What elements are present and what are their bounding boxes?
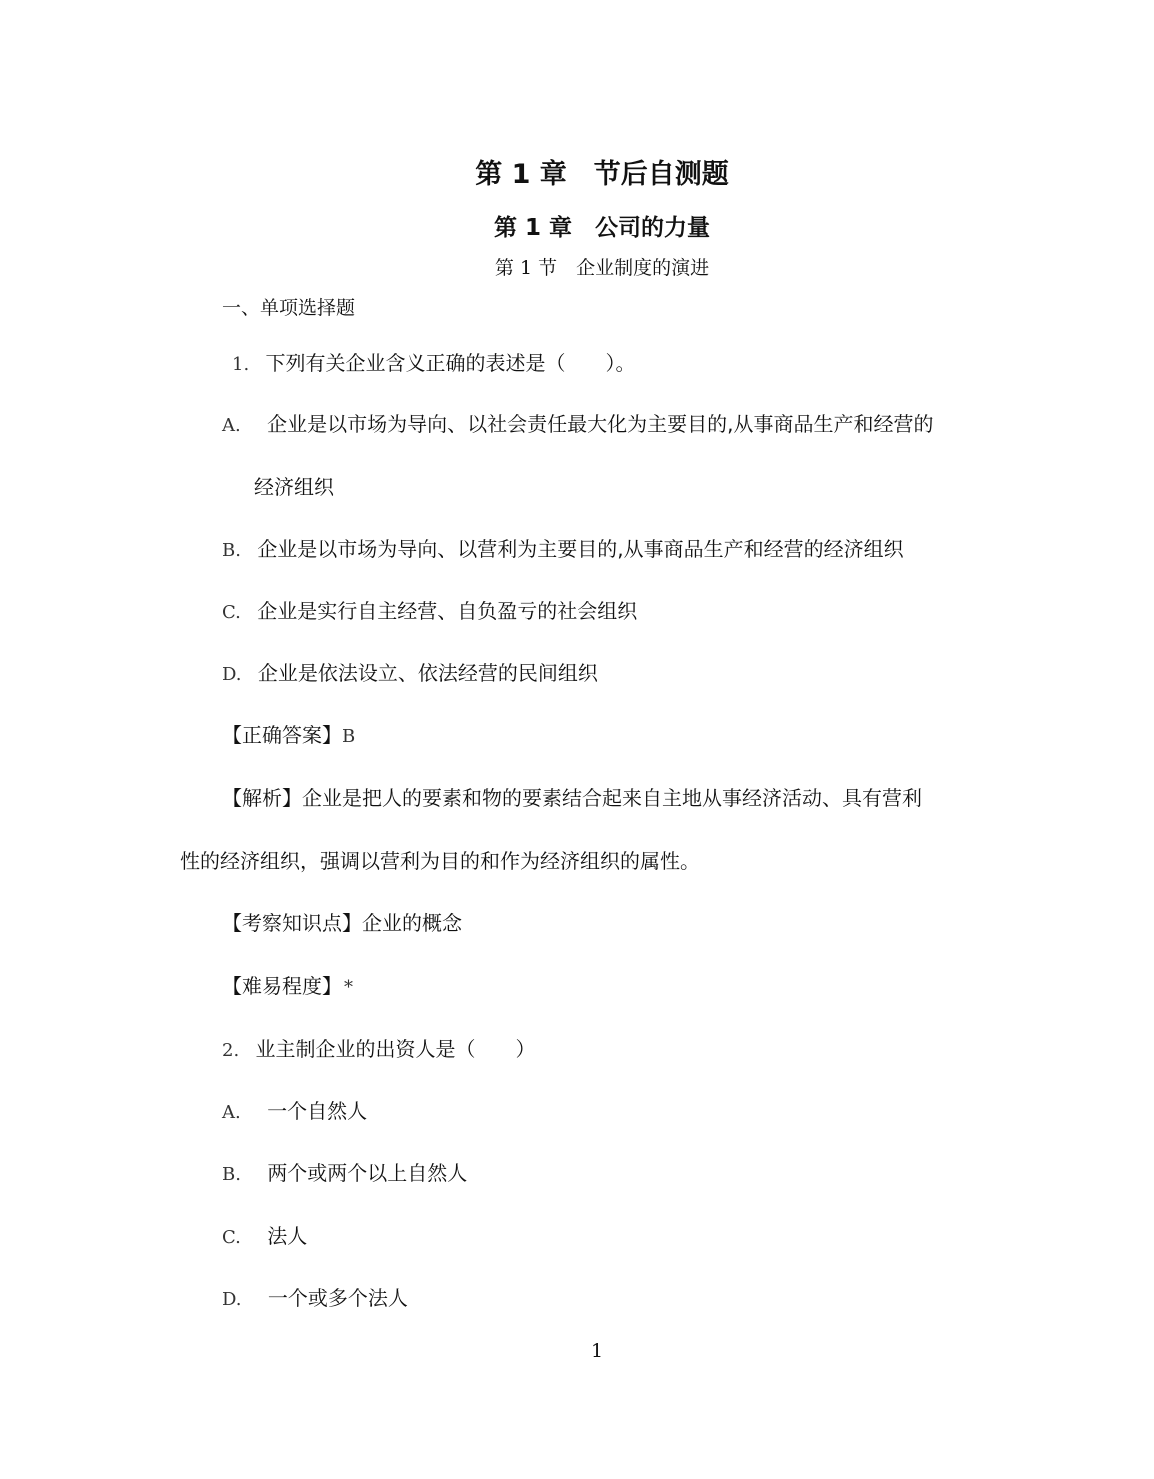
analysis-label: 【解析】 bbox=[222, 786, 302, 810]
q1-option-a-label: A. bbox=[222, 415, 241, 436]
q1-option-c-text: 企业是实行自主经营、自负盈亏的社会组织 bbox=[257, 599, 638, 623]
q1-knowledge-point bbox=[222, 910, 462, 936]
page-title: 第 1 章 节后自测题 bbox=[475, 159, 729, 190]
q2-option-b-text: 两个或两个以上自然人 bbox=[267, 1161, 468, 1185]
q2-option-a-label: A. bbox=[222, 1102, 241, 1123]
q1-option-b bbox=[222, 536, 904, 564]
q1-option-b-text: 企业是以市场为导向、以营利为主要目的,从事商品生产和经营的经济组织 bbox=[257, 537, 904, 561]
q1-answer bbox=[222, 722, 355, 750]
part-heading: 一、单项选择题 bbox=[222, 297, 356, 319]
q1-option-d-label: D. bbox=[222, 664, 242, 685]
q1-analysis-line-2: 性的经济组织，强调以营利为目的和作为经济组织的属性。 bbox=[180, 849, 700, 873]
section-title: 第 1 节 企业制度的演进 bbox=[494, 257, 710, 279]
answer-label: 【正确答案】 bbox=[222, 723, 342, 747]
q2-option-b bbox=[222, 1160, 467, 1188]
difficulty-label: 【难易程度】 bbox=[222, 974, 342, 998]
q1-option-c-label: C. bbox=[222, 602, 241, 623]
q1-option-a bbox=[222, 411, 933, 439]
difficulty-value: * bbox=[344, 977, 353, 998]
chapter-title: 第 1 章 公司的力量 bbox=[493, 215, 711, 241]
q2-option-b-label: B. bbox=[222, 1164, 241, 1185]
q2-option-a bbox=[222, 1098, 367, 1126]
q1-option-a-continuation: 经济组织 bbox=[254, 475, 334, 499]
question-2 bbox=[222, 1036, 536, 1064]
q2-option-c-text: 法人 bbox=[267, 1224, 308, 1248]
q1-analysis-line-1 bbox=[222, 785, 922, 811]
q2-option-c-label: C. bbox=[222, 1227, 241, 1248]
q2-option-a-text: 一个自然人 bbox=[267, 1099, 368, 1123]
question-2-stem: 业主制企业的出资人是（ ） bbox=[255, 1037, 536, 1061]
knowledge-label: 【考察知识点】 bbox=[222, 911, 362, 935]
q2-option-d-label: D. bbox=[222, 1289, 242, 1310]
page-number: 1 bbox=[590, 1340, 604, 1362]
question-2-number: 2. bbox=[222, 1040, 240, 1061]
q2-option-d bbox=[222, 1285, 408, 1313]
q1-option-a-text: 企业是以市场为导向、以社会责任最大化为主要目的,从事商品生产和经营的 bbox=[267, 412, 934, 436]
q1-option-b-label: B. bbox=[222, 540, 241, 561]
q2-option-d-text: 一个或多个法人 bbox=[267, 1286, 408, 1310]
question-1 bbox=[232, 350, 636, 378]
q1-option-d-text: 企业是依法设立、依法经营的民间组织 bbox=[257, 661, 598, 685]
q1-option-d bbox=[222, 660, 598, 688]
question-1-stem: 下列有关企业含义正确的表述是（ ）。 bbox=[265, 351, 636, 375]
q1-difficulty bbox=[222, 973, 353, 1001]
question-1-number: 1. bbox=[232, 354, 250, 375]
q1-option-c bbox=[222, 598, 637, 626]
answer-value: B bbox=[342, 726, 356, 747]
knowledge-value: 企业的概念 bbox=[362, 911, 462, 935]
analysis-text-1: 企业是把人的要素和物的要素结合起来自主地从事经济活动、具有营利 bbox=[302, 786, 922, 810]
q2-option-c bbox=[222, 1223, 307, 1251]
